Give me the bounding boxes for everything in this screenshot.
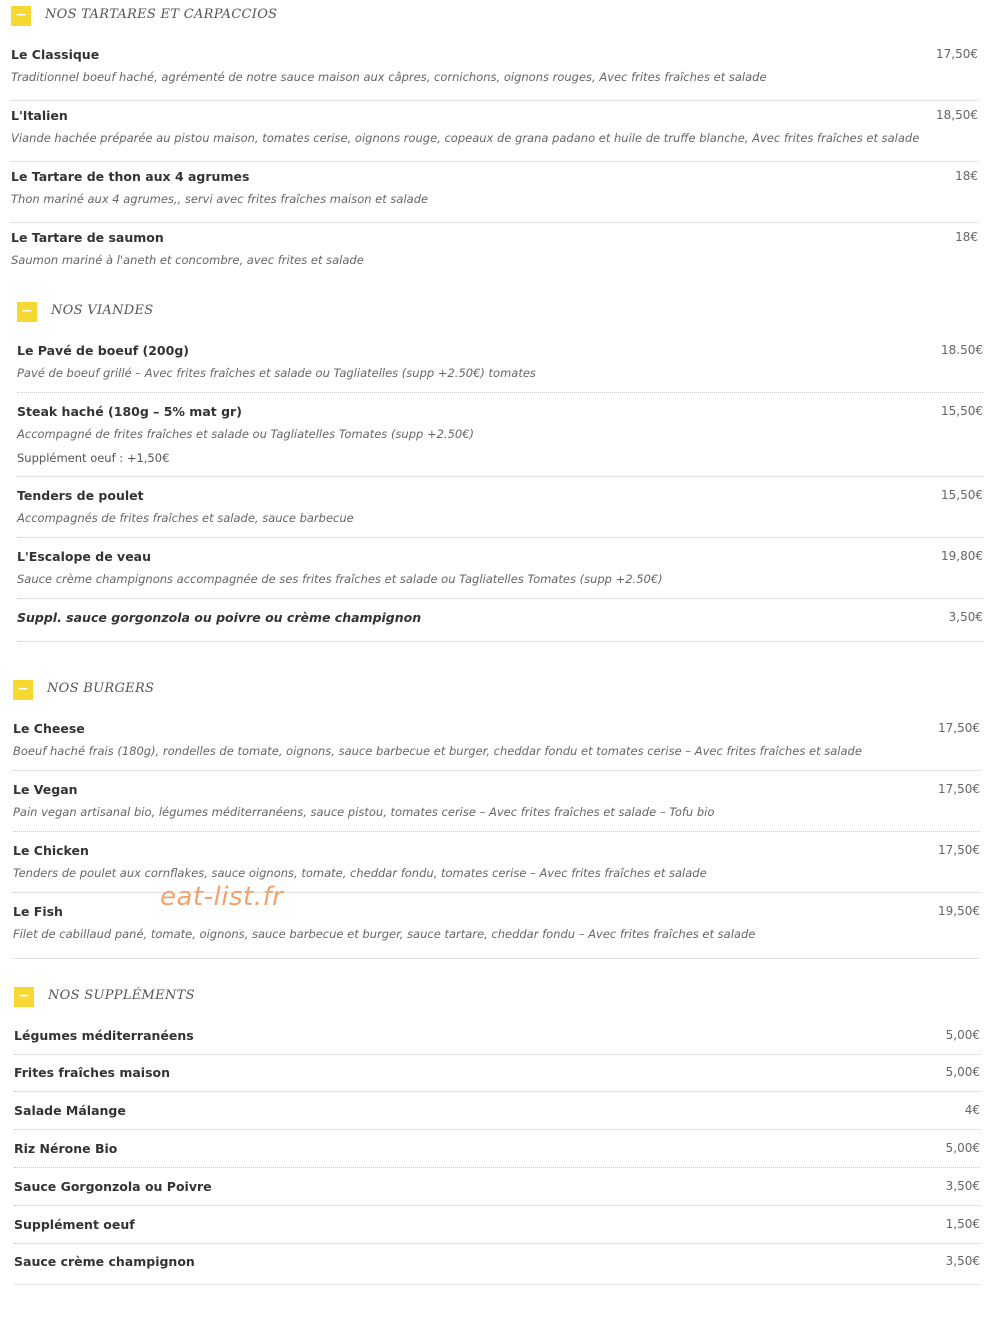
item-description: Pain vegan artisanal bio, légumes méditerranéens, sauce pistou, tomates cerise – Avec frites fraîches et salade – Tofu bio (13, 805, 715, 819)
item-name: Frites fraîches maison (14, 1065, 171, 1080)
menu-item (11, 108, 978, 162)
item-price: 19,80€ (941, 549, 983, 563)
item-description: Tenders de poulet aux cornflakes, sauce oignons, tomate, cheddar fondu, tomates cerise – Avec frites fraîches et salade (13, 866, 707, 880)
section-header[interactable] (17, 302, 983, 326)
item-price: 18,50€ (936, 108, 978, 122)
menu-item (17, 488, 983, 538)
item-extra: Supplément oeuf : +1,50€ (17, 451, 170, 465)
item-name: L'Escalope de veau (17, 549, 152, 564)
item-price: 17,50€ (936, 47, 978, 61)
menu-item (14, 1217, 980, 1244)
menu-item (17, 343, 983, 393)
section-title: NOS SUPPLÉMENTS (48, 988, 195, 1003)
item-price: 15,50€ (941, 488, 983, 502)
section-title: NOS TARTARES ET CARPACCIOS (45, 7, 278, 22)
menu-item (11, 169, 978, 223)
menu-item (13, 782, 980, 832)
item-description: Accompagné de frites fraîches et salade ou Tagliatelles Tomates (supp +2.50€) (17, 427, 475, 441)
menu-item (14, 1254, 980, 1285)
item-description: Saumon mariné à l'aneth et concombre, avec frites et salade (11, 253, 364, 267)
menu-item (14, 1103, 980, 1130)
item-description: Boeuf haché frais (180g), rondelles de tomate, oignons, sauce barbecue et burger, cheddar fondu et tomates cerise – Avec frites fraîches et salade (13, 744, 862, 758)
section-header[interactable] (13, 680, 980, 704)
item-name: Le Chicken (13, 843, 89, 858)
menu-item (14, 1179, 980, 1206)
item-price: 3,50€ (945, 1254, 980, 1268)
item-name: Sauce crème champignon (14, 1254, 195, 1269)
item-name: Riz Nérone Bio (14, 1141, 118, 1156)
collapse-icon[interactable]: − (11, 6, 31, 26)
menu-item (11, 230, 978, 276)
item-price: 19,50€ (938, 904, 980, 918)
item-description: Sauce crème champignons accompagnée de ses frites fraîches et salade ou Tagliatelles Tomates (supp +2.50€) (17, 572, 663, 586)
item-description: Viande hachée préparée au pistou maison, tomates cerise, oignons rouge, copeaux de grana padano et huile de truffe blanche, Avec frites fraîches et salade (11, 131, 920, 145)
menu-item (13, 843, 980, 893)
menu-item (13, 721, 980, 771)
section-header[interactable] (14, 987, 980, 1011)
section-tartares (11, 6, 978, 276)
collapse-icon[interactable]: − (14, 987, 34, 1007)
item-name: Le Tartare de thon aux 4 agrumes (11, 169, 250, 184)
section-title: NOS VIANDES (51, 303, 154, 318)
item-name: Steak haché (180g – 5% mat gr) (17, 404, 242, 419)
item-description: Accompagnés de frites fraîches et salade, sauce barbecue (17, 511, 354, 525)
item-name: Salade Málange (14, 1103, 126, 1118)
item-description: Thon mariné aux 4 agrumes,, servi avec frites fraîches maison et salade (11, 192, 429, 206)
item-price: 18.50€ (941, 343, 983, 357)
menu-item (13, 904, 980, 959)
item-name: Sauce Gorgonzola ou Poivre (14, 1179, 212, 1194)
item-description: Traditionnel boeuf haché, agrémenté de notre sauce maison aux câpres, cornichons, oignons rouges, Avec frites fraîches et salade (11, 70, 767, 84)
item-price: 15,50€ (941, 404, 983, 418)
section-header[interactable] (11, 6, 978, 30)
item-name: Légumes méditerranéens (14, 1028, 194, 1043)
menu-item (17, 610, 983, 642)
section-viandes (17, 302, 983, 642)
section-title: NOS BURGERS (47, 681, 155, 696)
item-name: Le Classique (11, 47, 100, 62)
watermark: eat-list.fr (160, 882, 284, 912)
section-burgers (13, 680, 980, 959)
item-name: Le Tartare de saumon (11, 230, 164, 245)
item-price: 17,50€ (938, 782, 980, 796)
collapse-icon[interactable]: − (13, 680, 33, 700)
menu-item (17, 404, 983, 477)
menu-item (14, 1028, 980, 1055)
item-name: Supplément oeuf (14, 1217, 135, 1232)
item-price: 5,00€ (945, 1028, 980, 1042)
item-price: 17,50€ (938, 721, 980, 735)
item-name: Tenders de poulet (17, 488, 144, 503)
item-name: Le Vegan (13, 782, 78, 797)
item-price: 17,50€ (938, 843, 980, 857)
item-price: 18€ (955, 230, 978, 244)
item-price: 3,50€ (948, 610, 983, 624)
item-price: 3,50€ (945, 1179, 980, 1193)
section-supplements (14, 987, 980, 1287)
menu-item (14, 1065, 980, 1092)
item-price: 5,00€ (945, 1065, 980, 1079)
item-description: Filet de cabillaud pané, tomate, oignons, sauce barbecue et burger, sauce tartare, cheddar fondu – Avec frites fraîches et salade (13, 927, 756, 941)
item-price: 4€ (964, 1103, 980, 1117)
item-name: Le Pavé de boeuf (200g) (17, 343, 189, 358)
item-name: Le Cheese (13, 721, 85, 736)
item-description: Pavé de boeuf grillé – Avec frites fraîches et salade ou Tagliatelles (supp +2.50€) tomates (17, 366, 536, 380)
item-name: Le Fish (13, 904, 63, 919)
menu-item (11, 47, 978, 101)
item-price: 18€ (955, 169, 978, 183)
collapse-icon[interactable]: − (17, 302, 37, 322)
item-price: 5,00€ (945, 1141, 980, 1155)
menu-item (14, 1141, 980, 1168)
item-name: L'Italien (11, 108, 68, 123)
item-name: Suppl. sauce gorgonzola ou poivre ou crème champignon (17, 610, 422, 625)
item-price: 1,50€ (945, 1217, 980, 1231)
menu-item (17, 549, 983, 599)
